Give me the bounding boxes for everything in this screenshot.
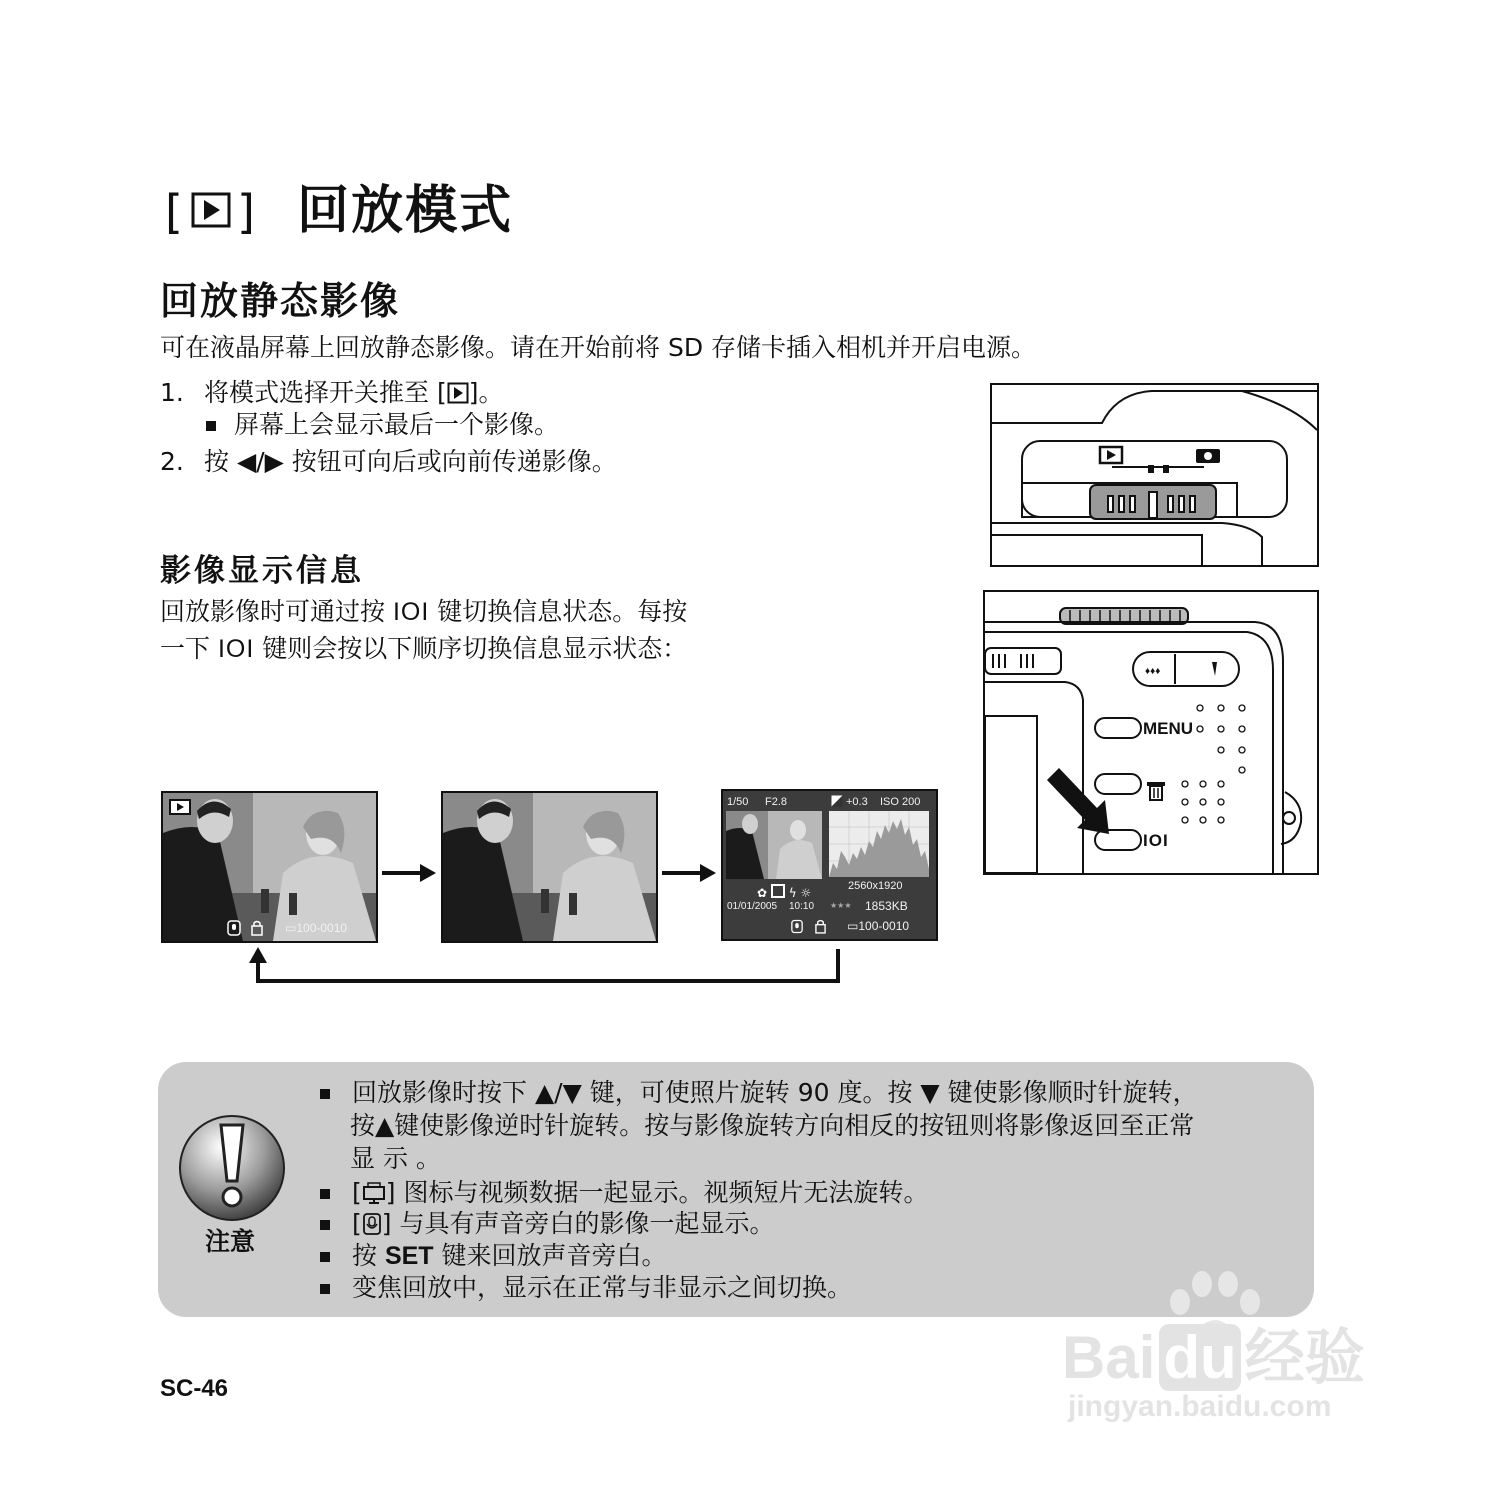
lcd-screen-basic xyxy=(161,791,378,943)
note-label: 注意 xyxy=(205,1227,256,1256)
file-number xyxy=(285,921,347,935)
note-text: 键来回放声音旁白。 xyxy=(433,1241,667,1270)
page-title-text: 回放模式 xyxy=(297,181,514,241)
info-text: 键切换信息状态。每按 xyxy=(429,597,688,626)
histogram xyxy=(829,811,929,877)
watermark-brand-left: Bai xyxy=(1062,1324,1156,1391)
flash-icon: ϟ xyxy=(788,886,797,900)
camera-back-illustration xyxy=(983,590,1319,875)
shutter-speed: 1/50 xyxy=(727,796,749,808)
caution-icon xyxy=(177,1113,287,1223)
aperture: F2.8 xyxy=(765,796,788,808)
note-item-1-cont: 显 示 。 xyxy=(350,1144,441,1173)
arrow-right-icon xyxy=(382,861,438,885)
voice-memo-icon xyxy=(362,1212,382,1236)
step-2 xyxy=(160,447,617,477)
disp-button-icon: IOI xyxy=(217,635,255,663)
exposure-comp-icon xyxy=(831,795,843,807)
lcd-screen-no-info xyxy=(441,791,658,943)
note-item-1-cont: 按▲键使影像逆时针旋转。按与影像旋转方向相反的按钮则将影像返回至正常 xyxy=(350,1111,1195,1140)
file-number-text: 100-0010 xyxy=(858,919,910,933)
note-text: 回放影像时按下 ▲/▼ 键，可使照片旋转 90 度。按 ▼ 键使影像顺时针旋转， xyxy=(352,1078,1198,1107)
file-size: 1853KB xyxy=(865,899,908,913)
step-1 xyxy=(160,378,503,408)
bullet-marker xyxy=(320,1089,330,1099)
arrow-right-icon xyxy=(662,861,718,885)
watermark-brand xyxy=(1062,1310,1365,1396)
folder-icon: ▭ xyxy=(285,921,297,935)
bullet-marker xyxy=(320,1189,330,1199)
date: 01/01/2005 xyxy=(727,901,778,912)
step-bullet-text: 屏幕上会显示最后一个影像。 xyxy=(234,410,560,439)
time: 10:10 xyxy=(789,901,815,912)
lock-icon xyxy=(815,919,826,934)
play-icon xyxy=(169,799,191,815)
watermark-url: jingyan.baidu.com xyxy=(1068,1390,1332,1423)
note-item-5 xyxy=(320,1268,852,1304)
white-balance-icon: ☼ xyxy=(800,886,812,900)
exposure-value: +0.3 xyxy=(846,796,868,808)
camera-top-drawing xyxy=(992,385,1317,565)
step-text-a: 将模式选择开关推至 [ xyxy=(204,378,447,407)
couple-photo xyxy=(163,793,376,941)
metering-icon xyxy=(771,884,785,898)
macro-icon: ✿ xyxy=(757,886,768,900)
note-item-1 xyxy=(320,1073,1198,1109)
section-title: 回放静态影像 xyxy=(160,279,401,323)
set-key-label: SET xyxy=(384,1242,434,1270)
page-title: [ ] 回放模式 xyxy=(165,181,514,241)
mode-icons xyxy=(757,884,811,900)
step-number: 1. xyxy=(160,378,184,407)
thumbnail-photo xyxy=(726,811,822,879)
step-text-b: ]。 xyxy=(468,378,504,407)
lcd-screen-detailed xyxy=(721,789,938,941)
play-mode-icon xyxy=(191,192,231,228)
note-item-3 xyxy=(320,1204,774,1240)
bullet-marker xyxy=(206,421,216,431)
info-text: 键则会按以下顺序切换信息显示状态： xyxy=(254,634,688,663)
lock-icon xyxy=(251,920,263,936)
quality: ★★★ xyxy=(830,901,852,910)
resolution: 2560x1920 xyxy=(848,880,903,892)
voice-memo-icon xyxy=(791,919,803,934)
note-text: [ xyxy=(352,1178,362,1207)
menu-button-label: MENU xyxy=(1143,719,1194,738)
file-number-text: 100-0010 xyxy=(296,921,348,935)
play-icon xyxy=(447,382,469,404)
loop-back-arrow-icon xyxy=(245,945,845,990)
watermark-brand-right: 经验 xyxy=(1244,1324,1365,1391)
note-text: 变焦回放中，显示在正常与非显示之间切换。 xyxy=(352,1273,853,1302)
disp-button-label: IOI xyxy=(1143,831,1169,850)
note-item-4 xyxy=(320,1236,667,1272)
info-text: 一下 xyxy=(160,634,218,663)
bullet-marker xyxy=(320,1220,330,1230)
file-number xyxy=(847,919,909,933)
disp-button-icon: IOI xyxy=(392,598,430,626)
svg-text:♦♦♦: ♦♦♦ xyxy=(1145,666,1161,677)
info-line-2 xyxy=(160,634,687,664)
folder-icon: ▭ xyxy=(847,919,859,933)
step-1-bullet xyxy=(206,410,559,440)
page-number: SC-46 xyxy=(160,1375,229,1402)
note-text: ] 图标与视频数据一起显示。视频短片无法旋转。 xyxy=(385,1178,929,1207)
intro-text: 可在液晶屏幕上回放静态影像。请在开始前将 SD 存储卡插入相机并开启电源。 xyxy=(160,333,1037,362)
bullet-marker xyxy=(320,1284,330,1294)
info-line-1 xyxy=(160,597,687,627)
note-text: 按 xyxy=(352,1241,385,1270)
info-text: 回放影像时可通过按 xyxy=(160,597,393,626)
step-text: 按 ◀/▶ 按钮可向后或向前传递影像。 xyxy=(204,447,617,476)
mode-switch-illustration xyxy=(990,383,1319,567)
trash-icon xyxy=(1147,782,1165,800)
couple-photo xyxy=(443,793,656,941)
iso-value: ISO 200 xyxy=(880,796,921,808)
note-text: [ xyxy=(352,1209,362,1238)
subsection-title: 影像显示信息 xyxy=(160,553,364,589)
note-text: ] 与具有声音旁白的影像一起显示。 xyxy=(381,1209,775,1238)
video-icon xyxy=(362,1181,386,1205)
voice-memo-icon xyxy=(227,920,241,936)
step-number: 2. xyxy=(160,447,184,476)
watermark-brand-mid: du xyxy=(1159,1324,1240,1391)
bullet-marker xyxy=(320,1252,330,1262)
